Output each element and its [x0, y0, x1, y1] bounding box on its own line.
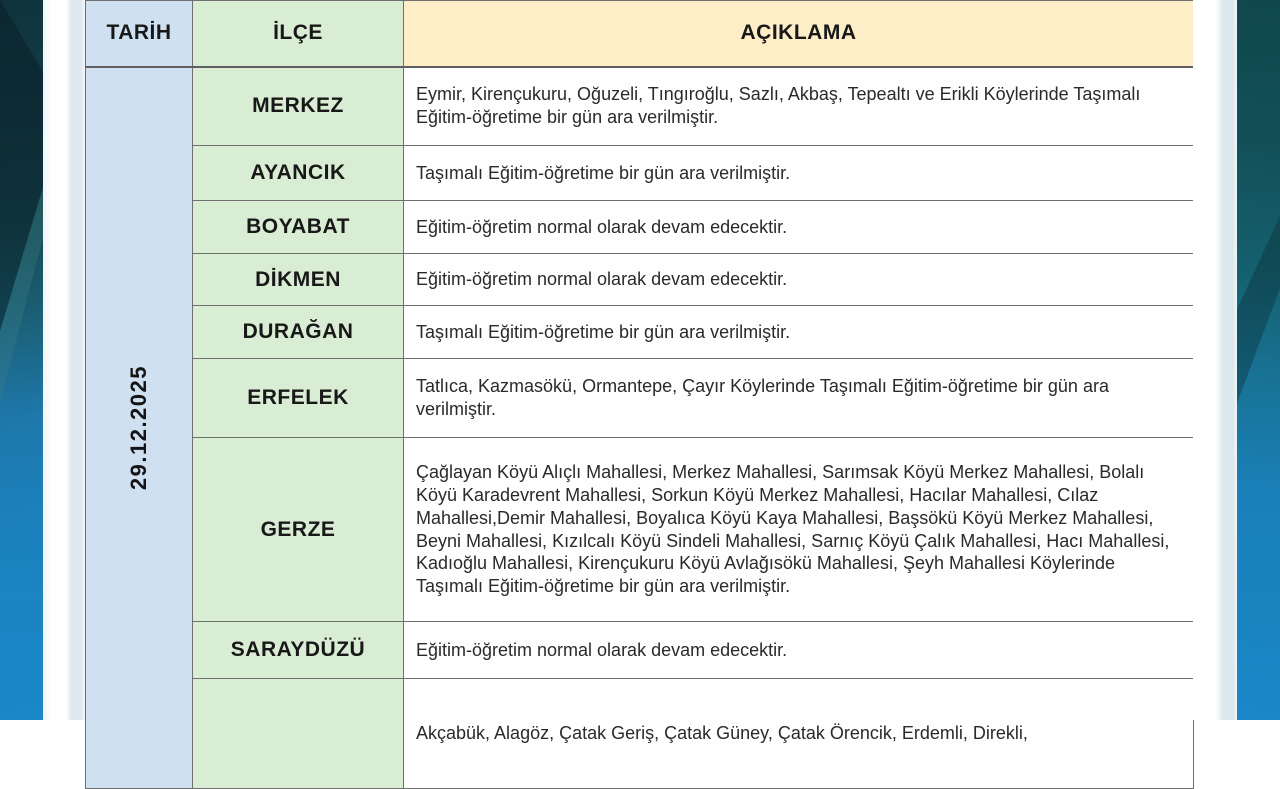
- description-cell: Çağlayan Köyü Alıçlı Mahallesi, Merkez Mahallesi, Sarımsak Köyü Merkez Mahallesi, Bolalı Köyü Karadevrent Mahallesi, Sorkun Köyü Merkez Mahallesi, Hacılar Mahallesi, Cılaz Mahallesi,Demir Mahallesi, Boyalıca Köyü Kaya Mahallesi, Başsökü Köyü Merkez Mahallesi, Beyni Mahallesi, Kızılcalı Köyü Sindeli Mahallesi, Sarnıç Köyü Çalık Mahallesi, Hacı Mahallesi, Kadıoğlu Mahallesi, Kirençukuru Köyü Avlağısökü Mahallesi, Şeyh Mahallesi Köylerinde Taşımalı Eğitim-öğretime bir gün ara verilmiştir.: [404, 438, 1194, 622]
- district-status-table: [85, 0, 1194, 789]
- header-row: [86, 1, 1194, 67]
- description-cell: Taşımalı Eğitim-öğretime bir gün ara verilmiştir.: [404, 146, 1194, 201]
- district-cell: AYANCIK: [193, 146, 404, 201]
- table-row: [86, 359, 1194, 438]
- district-cell: ERFELEK: [193, 359, 404, 438]
- description-cell: Akçabük, Alagöz, Çatak Geriş, Çatak Güney, Çatak Örencik, Erdemli, Direkli,: [404, 679, 1194, 789]
- header-date: TARİH: [86, 1, 193, 67]
- left-gradient-decoration: [0, 0, 43, 720]
- table-row: [86, 201, 1194, 254]
- district-cell: MERKEZ: [193, 67, 404, 146]
- table-row: [86, 622, 1194, 679]
- district-cell: BOYABAT: [193, 201, 404, 254]
- table-row: [86, 306, 1194, 359]
- description-cell: Eymir, Kirençukuru, Oğuzeli, Tıngıroğlu, Sazlı, Akbaş, Tepealtı ve Erikli Köylerinde Taşımalı Eğitim-öğretime bir gün ara verilmiştir.: [404, 67, 1194, 146]
- date-value: 29.12.2025: [126, 365, 151, 491]
- right-gradient-decoration: [1237, 0, 1280, 720]
- left-gutter: [43, 0, 85, 720]
- table-row: [86, 146, 1194, 201]
- description-cell: Eğitim-öğretim normal olarak devam edecektir.: [404, 254, 1194, 306]
- description-cell: Taşımalı Eğitim-öğretime bir gün ara verilmiştir.: [404, 306, 1194, 359]
- description-cell: Tatlıca, Kazmasökü, Ormantepe, Çayır Köylerinde Taşımalı Eğitim-öğretime bir gün ara verilmiştir.: [404, 359, 1194, 438]
- header-description: AÇIKLAMA: [404, 1, 1194, 67]
- district-cell: DURAĞAN: [193, 306, 404, 359]
- district-cell: DİKMEN: [193, 254, 404, 306]
- table-row: [86, 438, 1194, 622]
- date-cell: [86, 67, 193, 789]
- description-cell: Eğitim-öğretim normal olarak devam edecektir.: [404, 622, 1194, 679]
- right-gutter: [1193, 0, 1237, 720]
- table-row: [86, 67, 1194, 146]
- district-cell: GERZE: [193, 438, 404, 622]
- district-cell: [193, 679, 404, 789]
- district-cell: SARAYDÜZÜ: [193, 622, 404, 679]
- table-row: [86, 254, 1194, 306]
- table-row: [86, 679, 1194, 789]
- school-closure-table: [85, 0, 1193, 744]
- header-district: İLÇE: [193, 1, 404, 67]
- description-cell: Eğitim-öğretim normal olarak devam edecektir.: [404, 201, 1194, 254]
